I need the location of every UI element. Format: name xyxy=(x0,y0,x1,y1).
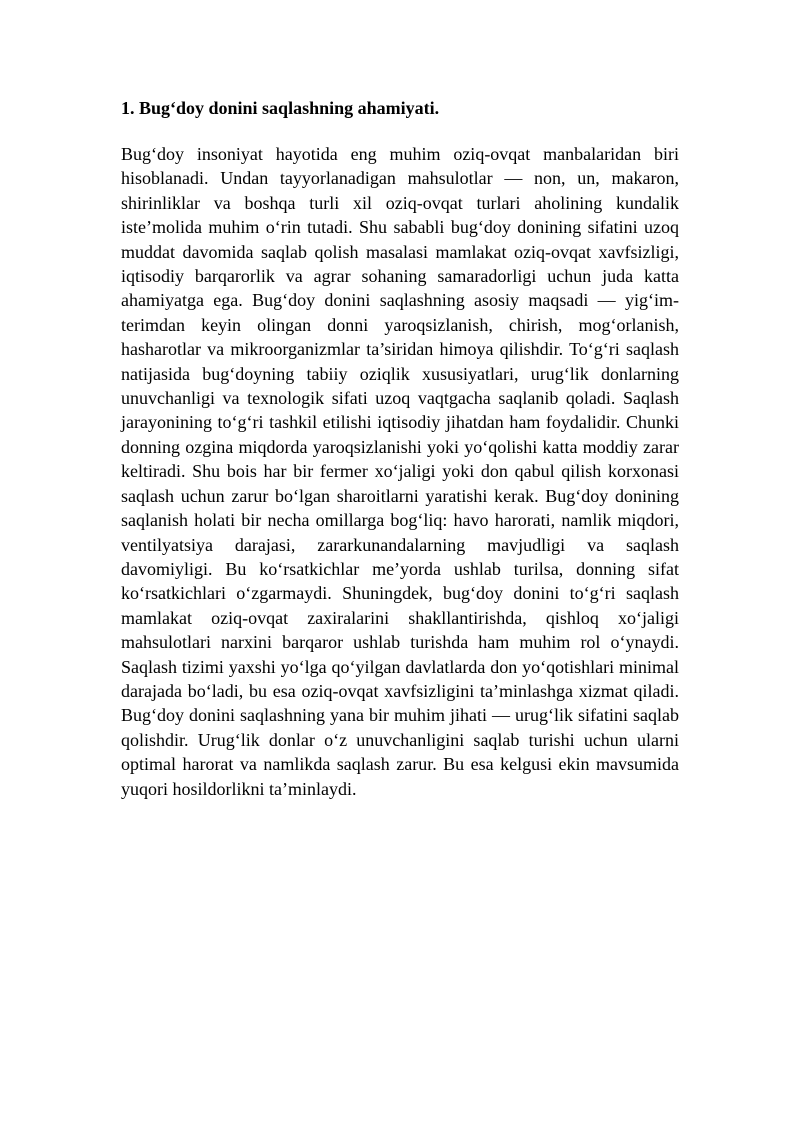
document-page xyxy=(121,96,679,801)
body-paragraph: Bug‘doy insoniyat hayotida eng muhim oziq-ovqat manbalaridan biri hisoblanadi. Undan tayyorlanadigan mahsulotlar — non, un, makaron, shirinliklar va boshqa turli xil oziq-ovqat turlari aholining kundalik iste’molida muhim o‘rin tutadi. Shu sababli bug‘doy donining sifatini uzoq muddat davomida saqlab qolish masalasi mamlakat oziq-ovqat xavfsizligi, iqtisodiy barqarorlik va agrar sohaning samaradorligi uchun juda katta ahamiyatga ega. Bug‘doy donini saqlashning asosiy maqsadi — yig‘im-terimdan keyin olingan donni yaroqsizlanish, chirish, mog‘orlanish, hasharotlar va mikroorganizmlar ta’siridan himoya qilishdir. To‘g‘ri saqlash natijasida bug‘doyning tabiiy oziqlik xususiyatlari, urug‘lik donlarning unuvchanligi va texnologik sifati uzoq vaqtgacha saqlanib qoladi. Saqlash jarayonining to‘g‘ri tashkil etilishi iqtisodiy jihatdan ham foydalidir. Chunki donning ozgina miqdorda yaroqsizlanishi yoki yo‘qolishi katta moddiy zarar keltiradi. Shu bois har bir fermer xo‘jaligi yoki don qabul qilish korxonasi saqlash uchun zarur bo‘lgan sharoitlarni yaratishi kerak. Bug‘doy donining saqlanish holati bir necha omillarga bog‘liq: havo harorati, namlik miqdori, ventilyatsiya darajasi, zararkunandalarning mavjudligi va saqlash davomiyligi. Bu ko‘rsatkichlar me’yorda ushlab turilsa, donning sifat ko‘rsatkichlari o‘zgarmaydi. Shuningdek, bug‘doy donini to‘g‘ri saqlash mamlakat oziq-ovqat zaxiralarini shakllantirishda, qishloq xo‘jaligi mahsulotlari narxini barqaror ushlab turishda ham muhim rol o‘ynaydi. Saqlash tizimi yaxshi yo‘lga qo‘yilgan davlatlarda don yo‘qotishlari minimal darajada bo‘ladi, bu esa oziq-ovqat xavfsizligini ta’minlashga xizmat qiladi. Bug‘doy donini saqlashning yana bir muhim jihati — urug‘lik sifatini saqlab qolishdir. Urug‘lik donlar o‘z unuvchanligini saqlab turishi uchun ularni optimal harorat va namlikda saqlash zarur. Bu esa kelgusi ekin mavsumida yuqori hosildorlikni ta’minlaydi. xyxy=(121,144,679,799)
section-heading: 1. Bug‘doy donini saqlashning ahamiyati. xyxy=(121,98,440,118)
